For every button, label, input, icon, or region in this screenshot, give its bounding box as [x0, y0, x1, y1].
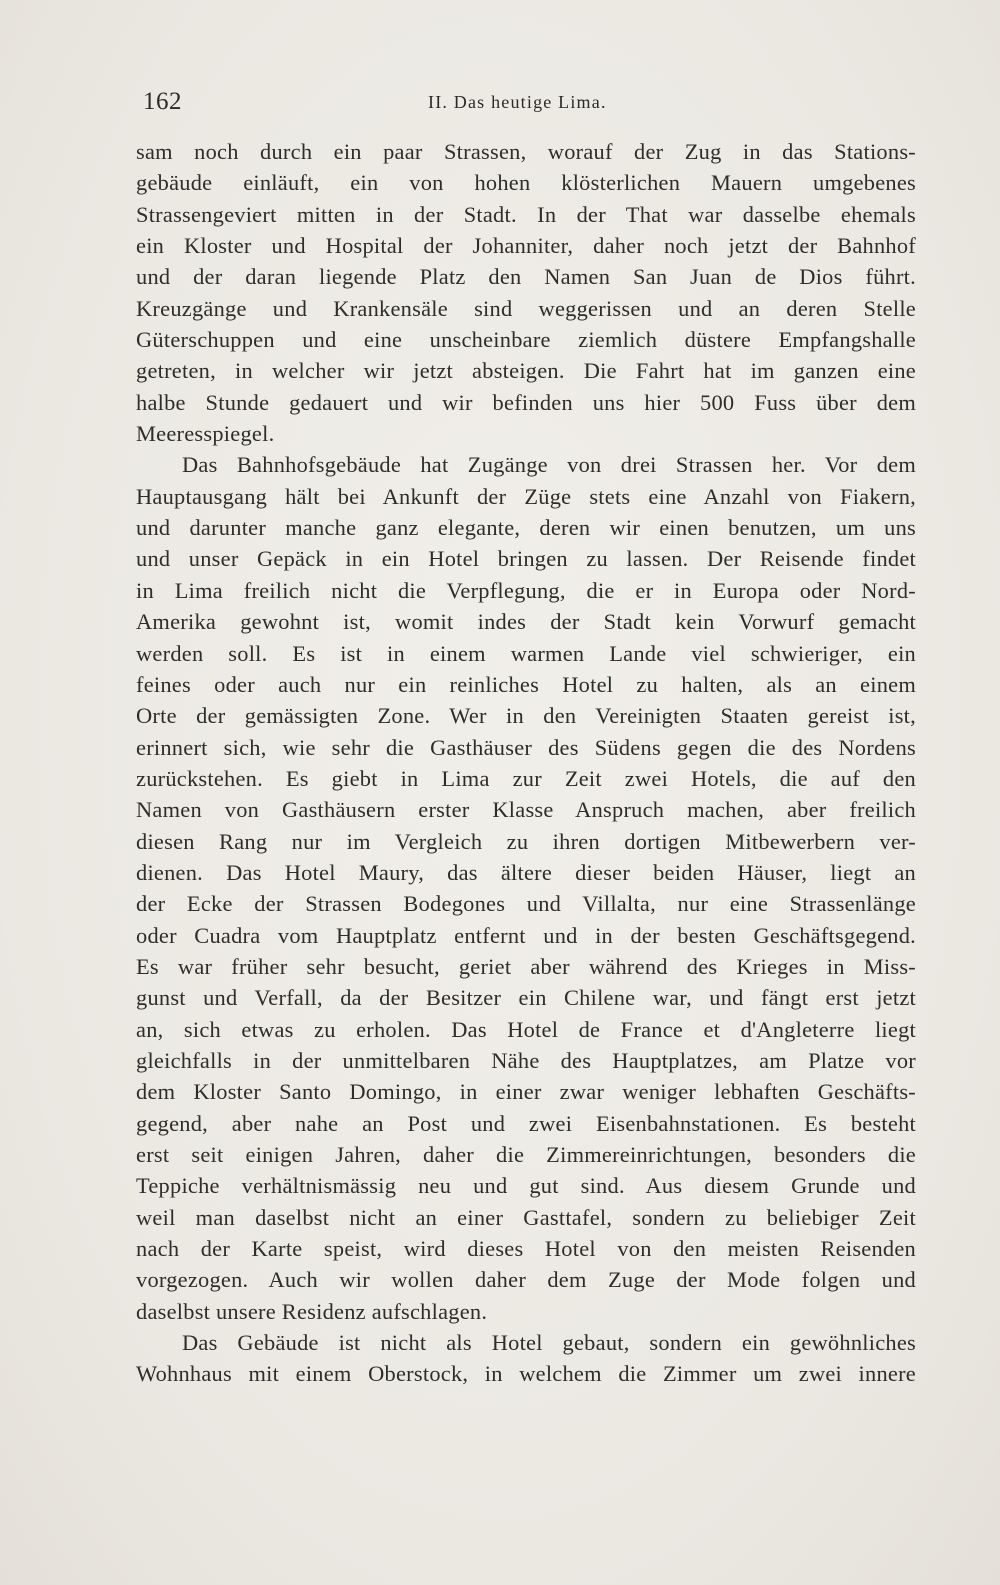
text-line: gleichfalls in der unmittelbaren Nähe des Hauptplatzes, am Platze vor — [136, 1047, 916, 1073]
text-line: feines oder auch nur ein reinliches Hotel zu halten, als an einem — [136, 671, 916, 697]
text-line: Teppiche verhältnismässig neu und gut sind. Aus diesem Grunde und — [136, 1173, 916, 1199]
text-line: Hauptausgang hält bei Ankunft der Züge stets eine Anzahl von Fiakern, — [136, 483, 916, 509]
text-line: halbe Stunde gedauert und wir befinden uns hier 500 Fuss über dem — [136, 389, 916, 415]
text-line: Es war früher sehr besucht, geriet aber während des Krieges in Miss- — [136, 953, 916, 979]
text-line: werden soll. Es ist in einem warmen Lande viel schwieriger, ein — [136, 640, 916, 666]
text-line: Wohnhaus mit einem Oberstock, in welchem die Zimmer um zwei innere — [136, 1361, 916, 1387]
text-line: Amerika gewohnt ist, womit indes der Stadt kein Vorwurf gemacht — [136, 609, 916, 635]
running-title: II. Das heutige Lima. — [428, 92, 607, 112]
text-line: oder Cuadra vom Hauptplatz entfernt und in der besten Geschäftsgegend. — [136, 922, 916, 948]
text-line: ein Kloster und Hospital der Johanniter, daher noch jetzt der Bahnhof — [136, 233, 916, 259]
text-line: und darunter manche ganz elegante, deren wir einen benutzen, um uns — [136, 515, 916, 541]
text-line: vorgezogen. Auch wir wollen daher dem Zuge der Mode folgen und — [136, 1267, 916, 1293]
text-line: dienen. Das Hotel Maury, das ältere dieser beiden Häuser, liegt an — [136, 859, 916, 885]
text-line: Das Gebäude ist nicht als Hotel gebaut, sondern ein gewöhnliches — [182, 1330, 916, 1356]
text-line: gunst und Verfall, da der Besitzer ein Chilene war, und fängt erst jetzt — [136, 985, 916, 1011]
text-line: Namen von Gasthäusern erster Klasse Anspruch machen, aber freilich — [136, 797, 916, 823]
text-line: getreten, in welcher wir jetzt absteigen. Die Fahrt hat im ganzen eine — [136, 358, 916, 384]
text-line: und der daran liegende Platz den Namen San Juan de Dios führt. — [136, 264, 916, 290]
text-line: und unser Gepäck in ein Hotel bringen zu lassen. Der Reisende findet — [136, 546, 916, 572]
text-line: daselbst unsere Residenz aufschlagen. — [136, 1298, 488, 1324]
text-line: zurückstehen. Es giebt in Lima zur Zeit zwei Hotels, die auf den — [136, 765, 916, 791]
page-number: 162 — [143, 88, 182, 115]
text-line: Das Bahnhofsgebäude hat Zugänge von drei Strassen her. Vor dem — [182, 452, 916, 478]
running-head — [143, 88, 918, 118]
text-line: der Ecke der Strassen Bodegones und Villalta, nur eine Strassenlänge — [136, 891, 916, 917]
text-line: in Lima freilich nicht die Verpflegung, die er in Europa oder Nord- — [136, 577, 916, 603]
text-line: Meeresspiegel. — [136, 421, 275, 447]
text-line: Kreuzgänge und Krankensäle sind weggerissen und an deren Stelle — [136, 295, 916, 321]
text-line: erinnert sich, wie sehr die Gasthäuser des Südens gegen die des Nordens — [136, 734, 916, 760]
text-line: sam noch durch ein paar Strassen, worauf der Zug in das Stations- — [136, 139, 916, 164]
text-line: nach der Karte speist, wird dieses Hotel von den meisten Reisenden — [136, 1236, 916, 1262]
text-line: weil man daselbst nicht an einer Gasttafel, sondern zu beliebiger Zeit — [136, 1204, 916, 1230]
text-line: gegend, aber nahe an Post und zwei Eisenbahnstationen. Es besteht — [136, 1110, 916, 1136]
body-text — [136, 136, 916, 1390]
text-line: Güterschuppen und eine unscheinbare ziemlich düstere Empfangshalle — [136, 327, 916, 353]
text-line: an, sich etwas zu erholen. Das Hotel de France et d'Angleterre liegt — [136, 1016, 916, 1042]
text-line: Strassengeviert mitten in der Stadt. In der That war dasselbe ehemals — [136, 201, 916, 227]
text-line: gebäude einläuft, ein von hohen klösterlichen Mauern umgebenes — [136, 170, 916, 196]
text-line: diesen Rang nur im Vergleich zu ihren dortigen Mitbewerbern ver- — [136, 828, 916, 854]
text-line: Orte der gemässigten Zone. Wer in den Vereinigten Staaten gereist ist, — [136, 703, 916, 729]
text-line: dem Kloster Santo Domingo, in einer zwar weniger lebhaften Geschäfts- — [136, 1079, 916, 1105]
text-line: erst seit einigen Jahren, daher die Zimmereinrichtungen, besonders die — [136, 1142, 916, 1167]
